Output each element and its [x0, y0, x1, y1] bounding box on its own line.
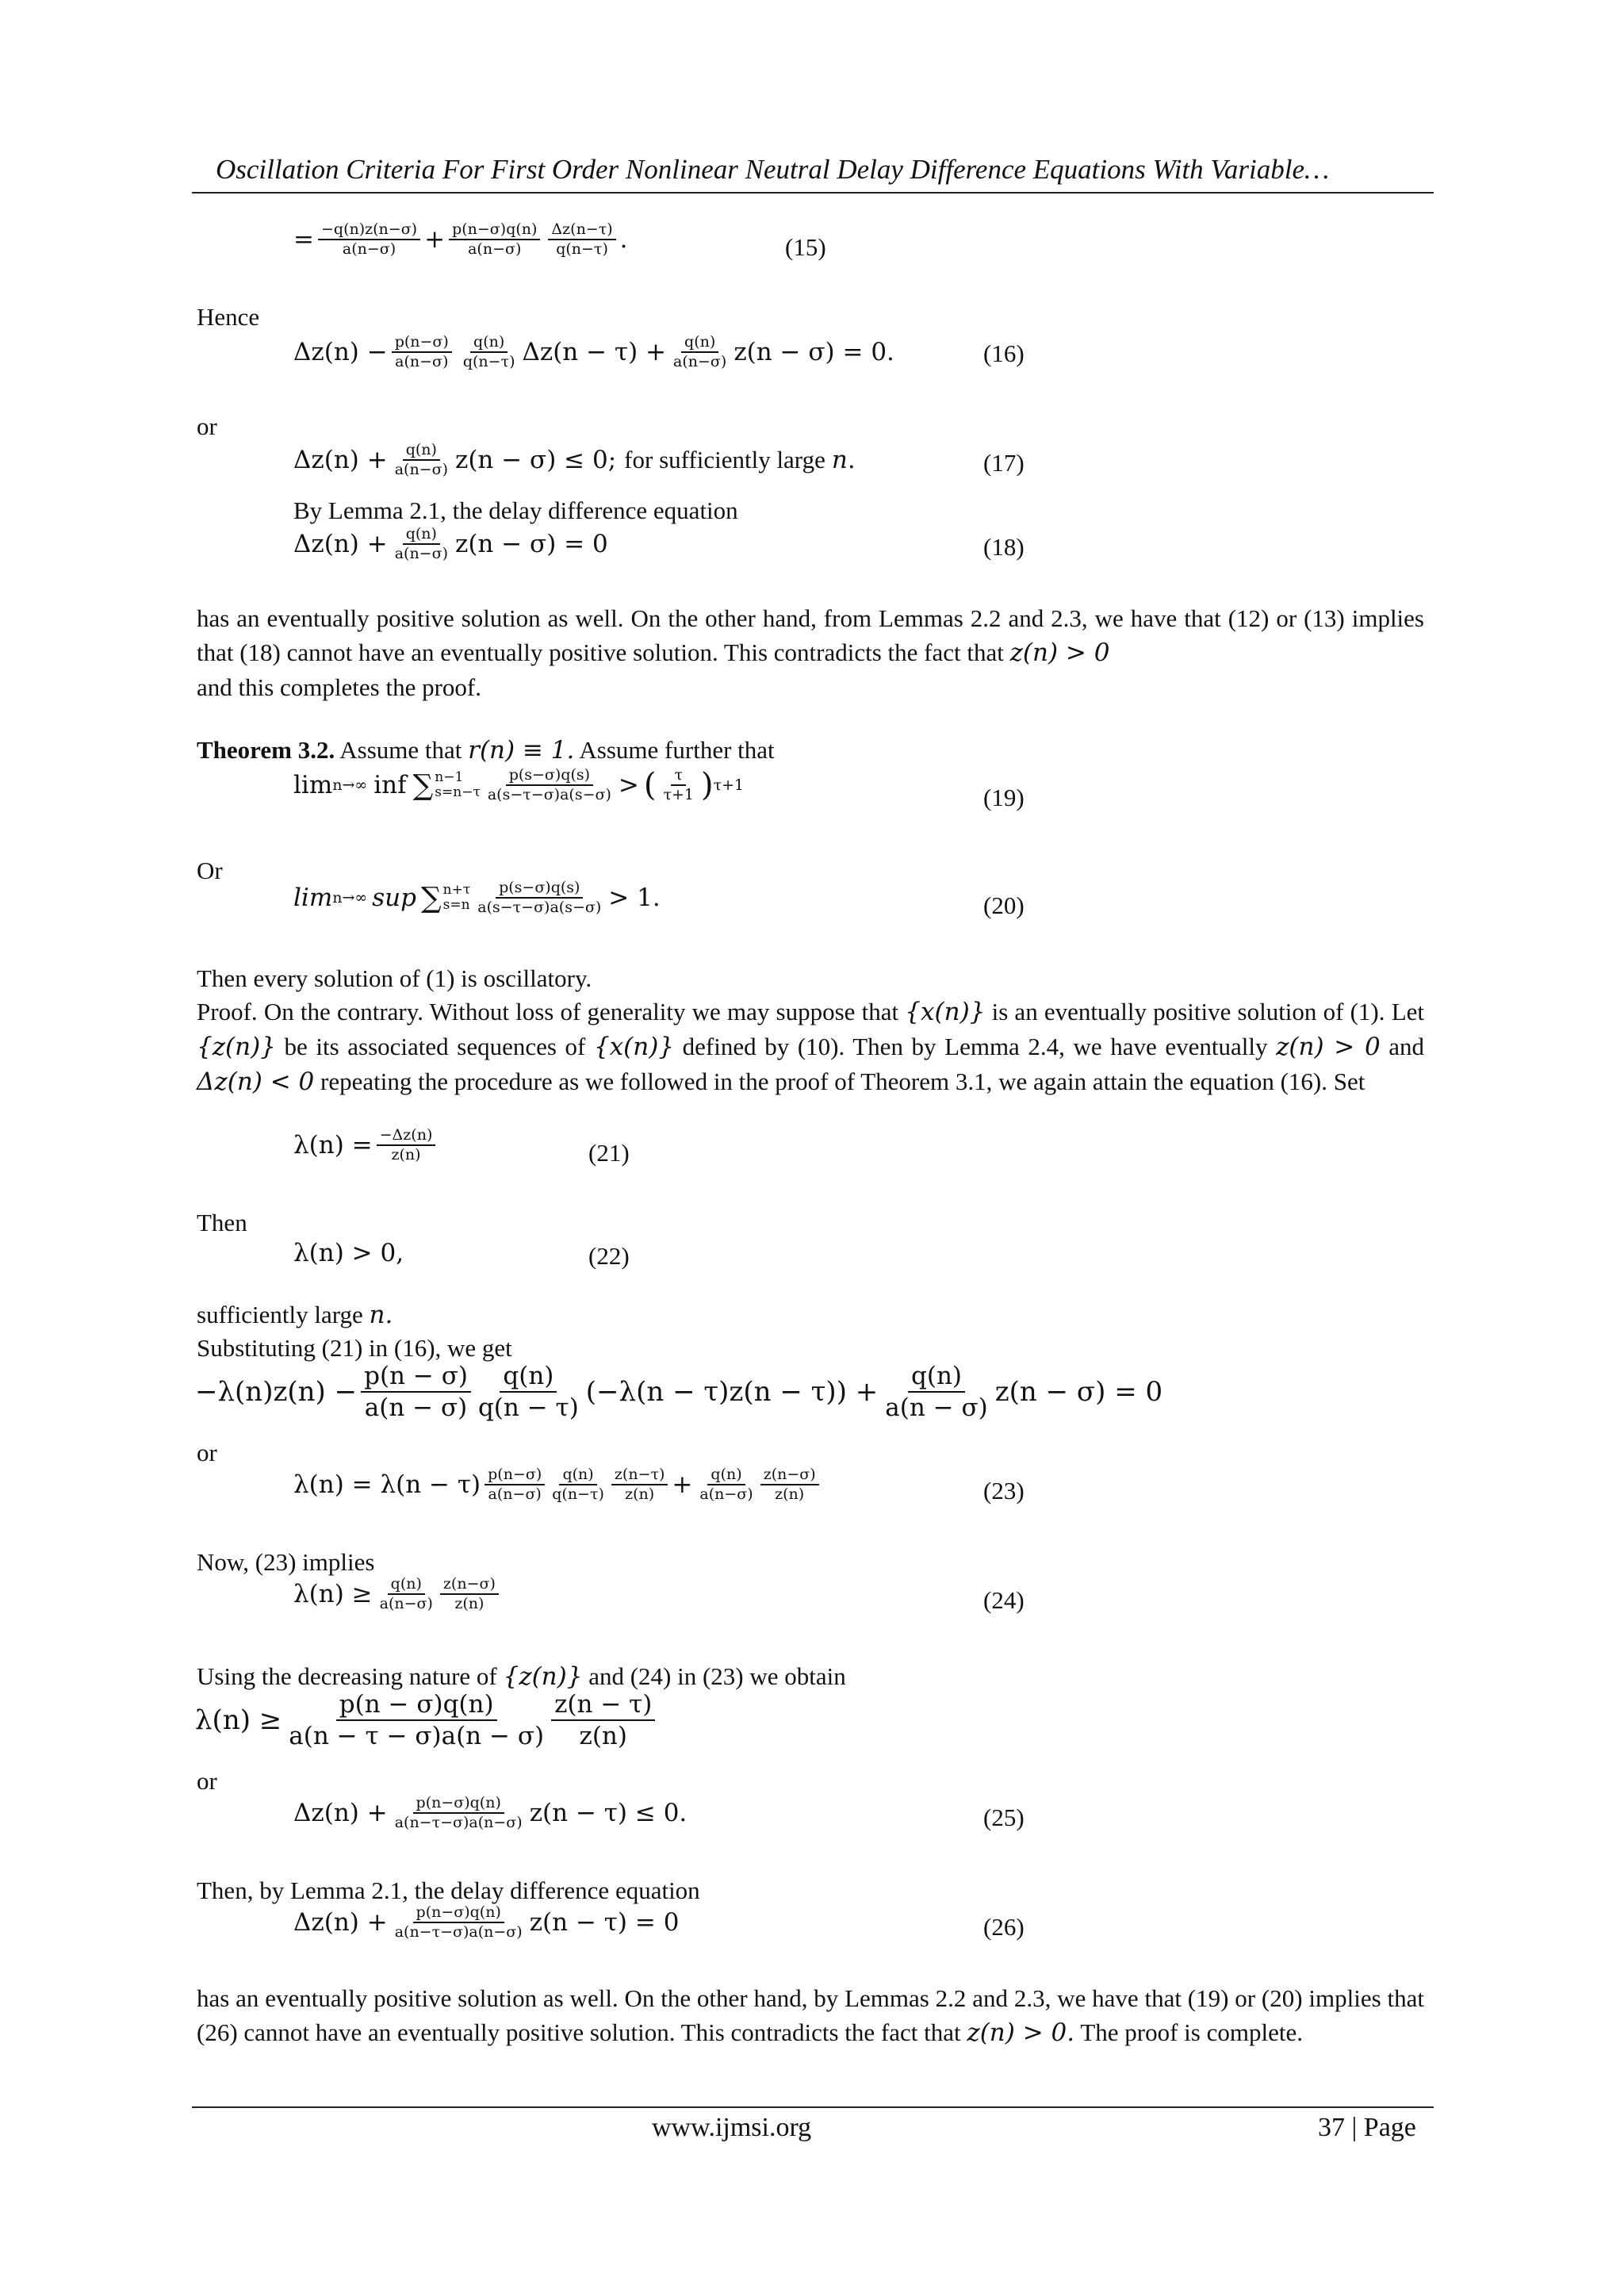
equation-25: Δz(n) + $\frac{p(n-\sigma)q(n)}{a(n-\tau-\sigma)a(n-\sigma)}$ z(n − τ) ≤ 0.: [293, 1794, 688, 1831]
equation-21: λ(n) = $\frac{-\Delta z(n)}{z(n)}$: [293, 1126, 439, 1164]
equation-15: = $\frac{-q(n)z(n-\sigma)}{a(n-\sigma)}$ + $\frac{p(n-\sigma)q(n)}{a(n-\sigma)}$ $\frac{\Delta z(n-\tau)}{q(n-\tau)}$ .: [293, 220, 628, 258]
footer-website: www.ijmsi.org: [652, 2113, 812, 2142]
eq-number-20: (20): [983, 891, 1025, 919]
eq-number-16: (16): [983, 339, 1025, 367]
equation-22: λ(n) > 0,: [293, 1239, 404, 1267]
eq-number-24: (24): [983, 1586, 1025, 1614]
equation-18: Δz(n) + $\frac{q(n)}{a(n-\sigma)}$ z(n − σ) = 0: [293, 525, 608, 562]
text-then: Then: [197, 1209, 247, 1236]
paragraph-conclusion-3-2: has an eventually positive solution as well. On the other hand, by Lemmas 2.2 and 2.3, we have that (19) or (20) implies that (26) cannot have an eventually positive solution. This contradicts the fact that z(n) > 0. The proof is complete.: [197, 1984, 1424, 2047]
text-sufficiently-large: sufficiently large n.: [197, 1301, 393, 1329]
running-title: Oscillation Criteria For First Order Nonlinear Neutral Delay Difference Equations With Variable…: [216, 154, 1330, 185]
text-using-decreasing: Using the decreasing nature of {z(n)} and (24) in (23) we obtain: [197, 1662, 846, 1691]
text-now-23: Now, (23) implies: [197, 1548, 375, 1576]
eq-number-18: (18): [983, 533, 1025, 561]
equation-23: λ(n) = λ(n − τ) $\frac{p(n-\sigma)}{a(n-\sigma)}$ $\frac{q(n)}{q(n-\tau)}$ $\frac{z(n-\tau)}{z(n)}$ + $\frac{q(n)}{a(n-\sigma)}$ $\frac{z(n-\sigma)}{z(n)}$: [293, 1466, 823, 1504]
eq-number-25: (25): [983, 1803, 1025, 1831]
equation-20: lim n→∞ sup ∑ n+τ s=n $\frac{p(s-\sigma)q(s)}{a(s-\tau-\sigma)a(s-\sigma)}$ > 1.: [293, 879, 661, 916]
theorem-label: Theorem 3.2.: [197, 736, 335, 764]
equation-24: λ(n) ≥ $\frac{q(n)}{a(n-\sigma)}$ $\frac{z(n-\sigma)}{z(n)}$: [293, 1575, 503, 1613]
equation-17: Δz(n) + $\frac{q(n)}{a(n-\sigma)}$ z(n − σ) ≤ 0; for sufficiently large n .: [293, 441, 856, 478]
text-then-lemma: Then, by Lemma 2.1, the delay difference equation: [197, 1876, 700, 1904]
eq-number-26: (26): [983, 1913, 1025, 1941]
text-by-lemma: By Lemma 2.1, the delay difference equation: [293, 496, 738, 524]
text-or: or: [197, 412, 217, 440]
header-rule: [192, 192, 1434, 194]
eq-number-23: (23): [983, 1477, 1025, 1504]
eq-number-21: (21): [588, 1139, 630, 1167]
footer-page-number: 37 | Page: [1318, 2113, 1416, 2142]
text-or-2: Or: [197, 857, 223, 884]
paragraph-proof: Proof. On the contrary. Without loss of generality we may suppose that {x(n)} is an eventually positive solution of (1). Let {z(n)} be its associated sequences of {x(n)} defined by (10). Then by Lemma 2.4, we have eventually z(n) > 0 and Δz(n) < 0 repeating the procedure as we followed in the proof of Theorem 3.1, we again attain the equation (16). Set: [197, 998, 1425, 1096]
equation-26: Δz(n) + $\frac{p(n-\sigma)q(n)}{a(n-\tau-\sigma)a(n-\sigma)}$ z(n − τ) = 0: [293, 1903, 680, 1941]
equation-substitution: −λ(n)z(n) − $\frac{p(n - \sigma)}{a(n - \sigma)}$ $\frac{q(n)}{q(n - \tau)}$ (−λ(n − τ)z(n − τ)) + $\frac{q(n)}{a(n - \sigma)}$ z(n − σ) = 0: [195, 1362, 1163, 1422]
equation-lambda-bound: λ(n) ≥ $\frac{p(n - \sigma)q(n)}{a(n - \tau - \sigma)a(n - \sigma)}$ $\frac{z(n - \tau)}{z(n)}$: [195, 1689, 659, 1751]
eq-number-15: (15): [785, 233, 826, 261]
eq-number-22: (22): [588, 1242, 630, 1270]
paragraph-conclusion-3-1: has an eventually positive solution as well. On the other hand, from Lemmas 2.2 and 2.3, we have that (12) or (13) implies that (18) cannot have an eventually positive solution. This contradicts the fact that z(n) > 0 and this completes the proof.: [197, 604, 1424, 701]
text-or-3: or: [197, 1439, 217, 1466]
equation-16: Δz(n) − $\frac{p(n-\sigma)}{a(n-\sigma)}$ $\frac{q(n)}{q(n-\tau)}$ Δz(n − τ) + $\frac{q(n)}{a(n-\sigma)}$ z(n − σ) = 0.: [293, 333, 894, 370]
text-then-every: Then every solution of (1) is oscillatory.: [197, 964, 592, 992]
text-or-4: or: [197, 1767, 217, 1795]
eq-number-17: (17): [983, 449, 1025, 477]
eq-number-19: (19): [983, 784, 1025, 811]
footer-rule: [192, 2106, 1434, 2108]
text-hence: Hence: [197, 303, 260, 331]
theorem-3-2-statement: Theorem 3.2. Assume that r(n) ≡ 1. Assume further that: [197, 736, 775, 765]
text-substituting: Substituting (21) in (16), we get: [197, 1334, 512, 1362]
equation-19: lim n→∞ inf ∑ n−1 s=n−τ $\frac{p(s-\sigma)q(s)}{a(s-\tau-\sigma)a(s-\sigma)}$ > ( $\frac{\tau}{\tau+1}$ ) τ+1: [293, 766, 745, 803]
